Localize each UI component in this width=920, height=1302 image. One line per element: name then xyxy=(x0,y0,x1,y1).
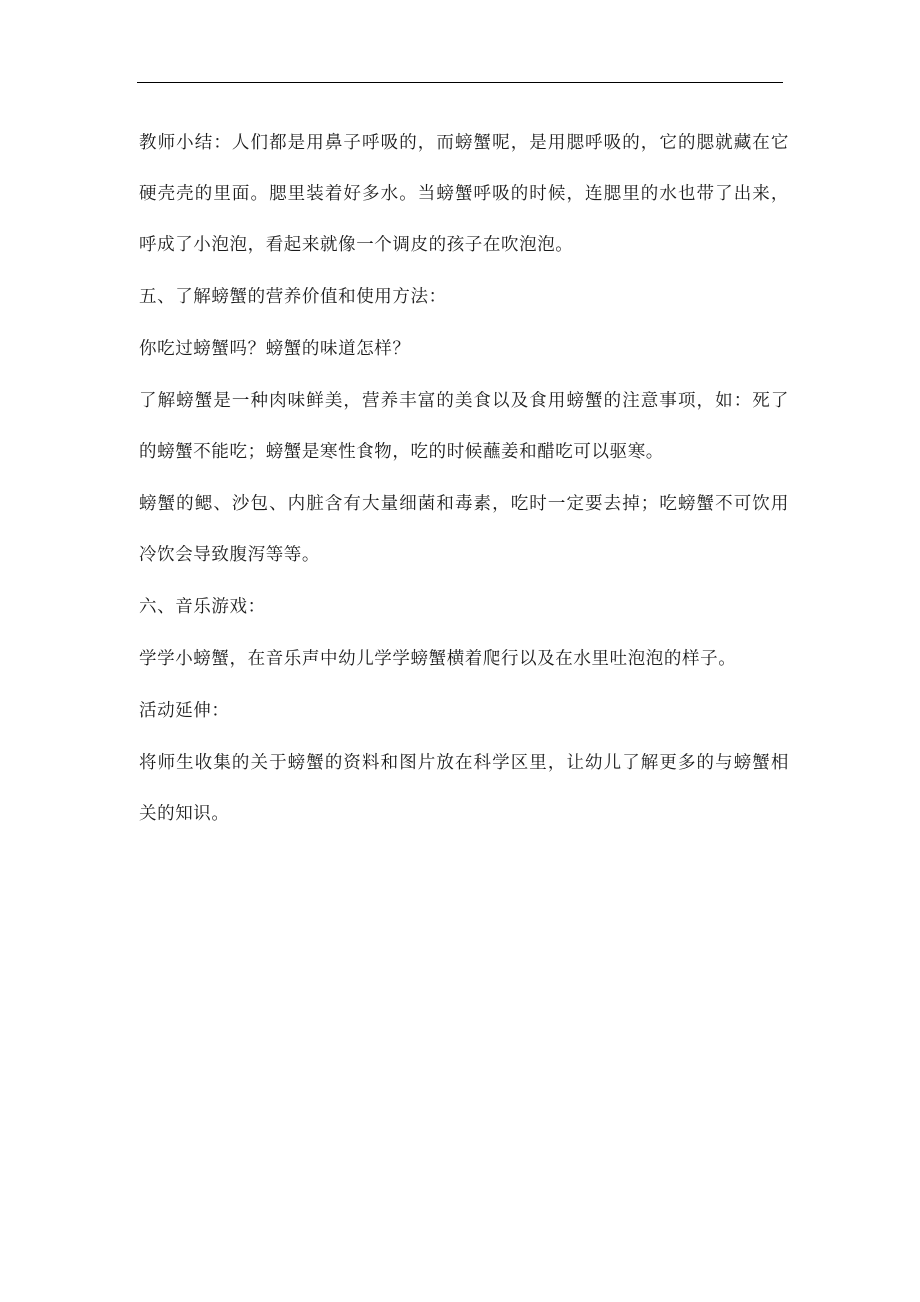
section-heading-nutrition: 五、了解螃蟹的营养价值和使用方法： xyxy=(139,287,447,307)
paragraph-extension: 将师生收集的关于螃蟹的资料和图片放在科学区里，让幼儿了解更多的与螃蟹相关的知识。 xyxy=(139,753,789,824)
document-body xyxy=(139,118,789,840)
paragraph-question: 你吃过螃蟹吗？螃蟹的味道怎样？ xyxy=(139,339,411,359)
paragraph-nutrition-notes: 了解螃蟹是一种肉味鲜美，营养丰富的美食以及食用螃蟹的注意事项，如：死了的螃蟹不能吃；螃蟹是寒性食物，吃的时候蘸姜和醋吃可以驱寒。 xyxy=(139,391,789,462)
section-heading-music-game: 六、音乐游戏： xyxy=(139,597,266,617)
paragraph-teacher-summary: 教师小结：人们都是用鼻子呼吸的，而螃蟹呢，是用腮呼吸的，它的腮就藏在它硬壳壳的里面。腮里装着好多水。当螃蟹呼吸的时候，连腮里的水也带了出来，呼成了小泡泡，看起来就像一个调皮的孩子在吹泡泡。 xyxy=(139,133,789,255)
paragraph-safety-notes: 螃蟹的鳃、沙包、内脏含有大量细菌和毒素，吃时一定要去掉；吃螃蟹不可饮用冷饮会导致腹泻等等。 xyxy=(139,494,789,565)
section-heading-extension: 活动延伸： xyxy=(139,701,230,721)
header-divider xyxy=(137,82,783,83)
paragraph-music-game: 学学小螃蟹，在音乐声中幼儿学学螃蟹横着爬行以及在水里吐泡泡的样子。 xyxy=(139,649,737,669)
